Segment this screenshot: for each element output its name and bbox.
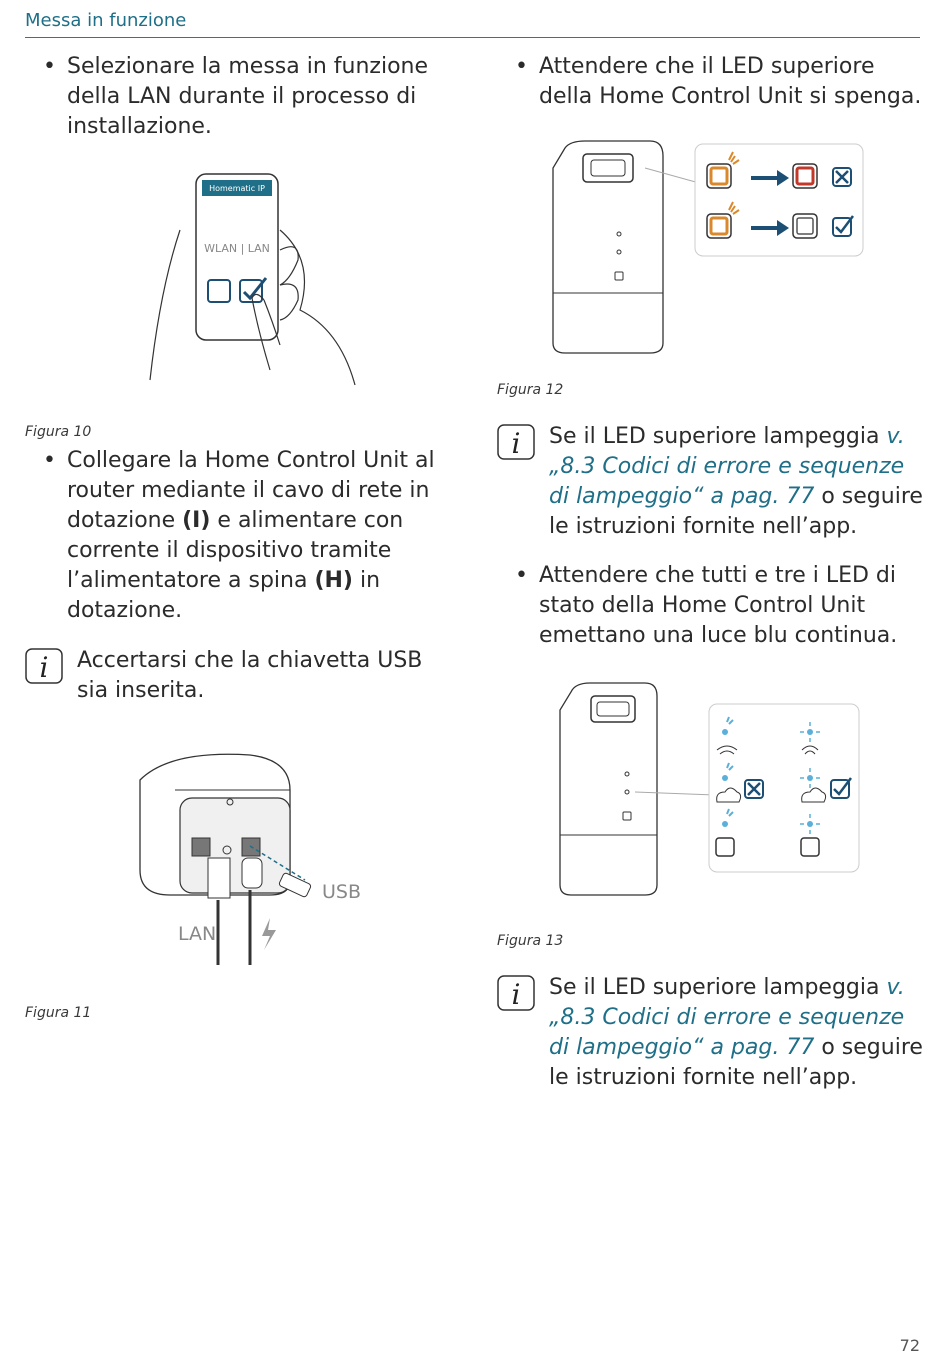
right-info-note-2 [497, 973, 927, 1093]
right-bullet-2: • Attendere che tutti e tre i LED di stato della Home Control Unit emettano una luce blu continua. [515, 563, 898, 648]
left-bullet-2: • Collegare la Home Control Unit al router mediante il cavo di rete in dotazione (I) e alimentare con corrente il dispositivo tramite l’alimentatore a spina (H) in dotazione. [43, 448, 435, 623]
cloud-led-icon [722, 775, 728, 781]
status-led-icon [722, 821, 728, 827]
figure-13-status-leds [555, 680, 865, 900]
label-i: (I) [182, 508, 211, 533]
info-icon [497, 975, 535, 1011]
error-codes-link[interactable]: v. „8.3 Codici di errore e sequenze di lampeggio“ a pag. 77 [549, 424, 905, 509]
figure-13-caption: Figura 13 [497, 933, 564, 949]
bullet-text-part2: e alimentare con corrente il dispositivo tramite l’alimentatore a spina [67, 508, 404, 593]
note-text-part1: Se il LED superiore lampeggia [549, 424, 887, 449]
lan-label: LAN [178, 923, 217, 945]
bullet-text-part3: in dotazione. [67, 568, 381, 623]
power-plug-icon [242, 858, 262, 888]
wifi-led-icon [722, 729, 728, 735]
bullet-text: Selezionare la messa in funzione della LAN durante il processo di installazione. [67, 54, 429, 139]
right-info-note-1 [497, 422, 927, 542]
usb-stick-icon [278, 872, 311, 897]
left-bullet-1: • Selezionare la messa in funzione della LAN durante il processo di installazione. [43, 54, 429, 139]
app-title: Homematic IP [209, 184, 265, 193]
figure-11-connections [130, 750, 370, 970]
wlan-lan-option: WLAN | LAN [204, 242, 270, 255]
phone-body [196, 174, 278, 340]
figure-11-caption: Figura 11 [25, 1005, 92, 1021]
note-text-part2: o seguire le istruzioni fornite nell’app. [549, 484, 923, 539]
label-h: (H) [314, 568, 353, 593]
bullet-text: Attendere che tutti e tre i LED di stato della Home Control Unit emettano una luce blu continua. [539, 563, 898, 648]
figure-10-phone [140, 170, 370, 390]
power-bolt-icon [262, 918, 276, 950]
figure-12-caption: Figura 12 [497, 382, 564, 398]
note-text-part1: Se il LED superiore lampeggia [549, 975, 887, 1000]
page-number: 72 [899, 1336, 920, 1355]
section-title: Messa in funzione [25, 10, 187, 31]
page-header [25, 8, 920, 38]
svg-text:i: i [39, 651, 49, 684]
figure-12-led-off [545, 138, 875, 363]
right-bullet-1: • Attendere che il LED superiore della Home Control Unit si spenga. [515, 54, 922, 109]
svg-text:i: i [511, 427, 521, 460]
led-legend-box [695, 144, 863, 256]
bullet-text-part1: Collegare la Home Control Unit al router mediante il cavo di rete in dotazione [67, 448, 435, 533]
lan-plug-icon [208, 858, 230, 898]
note-text: Accertarsi che la chiavetta USB sia inserita. [77, 648, 423, 703]
left-info-note [25, 646, 455, 706]
info-icon [497, 424, 535, 460]
svg-text:i: i [511, 978, 521, 1011]
bullet-text: Attendere che il LED superiore della Home Control Unit si spenga. [539, 54, 922, 109]
figure-10-caption: Figura 10 [25, 424, 92, 440]
error-codes-link[interactable]: v. „8.3 Codici di errore e sequenze di lampeggio“ a pag. 77 [549, 975, 905, 1060]
info-icon [25, 648, 63, 684]
usb-label: USB [322, 881, 362, 903]
note-text-part2: o seguire le istruzioni fornite nell’app. [549, 1035, 923, 1090]
lan-port-icon [192, 838, 210, 856]
